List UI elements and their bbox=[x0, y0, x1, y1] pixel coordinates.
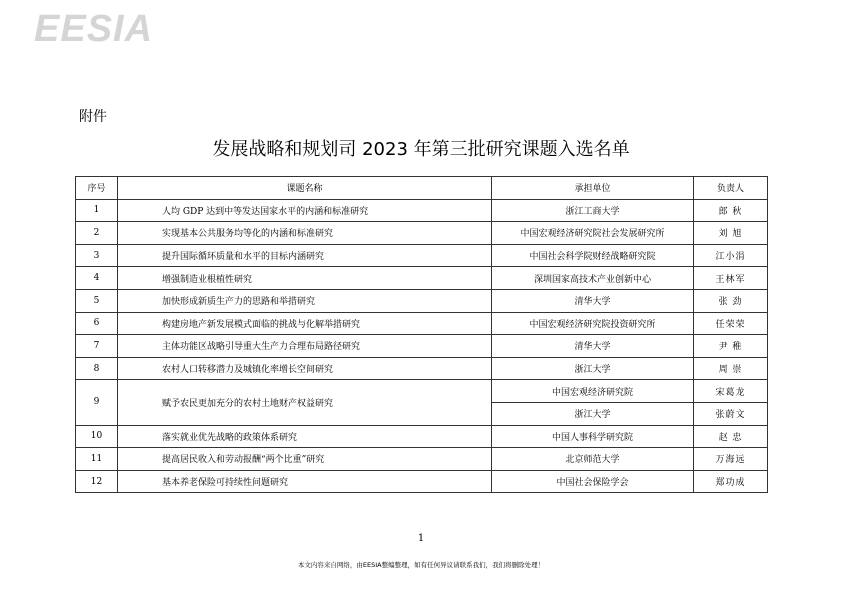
table-row bbox=[76, 448, 768, 471]
row-number: 10 bbox=[76, 425, 118, 448]
row-number: 2 bbox=[76, 222, 118, 245]
table-row bbox=[76, 357, 768, 380]
table-header-row bbox=[76, 177, 768, 200]
selection-table bbox=[75, 176, 768, 493]
table-row bbox=[76, 289, 768, 312]
row-number: 1 bbox=[76, 199, 118, 222]
row-number: 3 bbox=[76, 244, 118, 267]
table-row bbox=[76, 267, 768, 290]
responsible-person: 周 崇 bbox=[694, 357, 768, 380]
undertaking-unit: 中国宏观经济研究院投资研究所 bbox=[492, 312, 694, 335]
responsible-person: 宋葛龙 bbox=[694, 380, 768, 403]
row-number: 12 bbox=[76, 470, 118, 493]
responsible-person: 赵 忠 bbox=[694, 425, 768, 448]
document-title: 发展战略和规划司 2023 年第三批研究课题入选名单 bbox=[212, 139, 630, 160]
undertaking-unit: 中国宏观经济研究院 bbox=[492, 380, 694, 403]
responsible-person: 尹 稚 bbox=[694, 335, 768, 358]
row-number: 6 bbox=[76, 312, 118, 335]
topic-name: 加快形成新质生产力的思路和举措研究 bbox=[118, 289, 492, 312]
table-row bbox=[76, 222, 768, 245]
row-number: 5 bbox=[76, 289, 118, 312]
topic-name: 农村人口转移潜力及城镇化率增长空间研究 bbox=[118, 357, 492, 380]
topic-name: 基本养老保险可持续性问题研究 bbox=[118, 470, 492, 493]
page-number: 1 bbox=[417, 533, 425, 544]
topic-name: 实现基本公共服务均等化的内涵和标准研究 bbox=[118, 222, 492, 245]
responsible-person: 郎 秋 bbox=[694, 199, 768, 222]
table-row bbox=[76, 199, 768, 222]
topic-name: 增强制造业根植性研究 bbox=[118, 267, 492, 290]
responsible-person: 王林军 bbox=[694, 267, 768, 290]
responsible-person: 张 劲 bbox=[694, 289, 768, 312]
topic-name: 主体功能区战略引导重大生产力合理布局路径研究 bbox=[118, 335, 492, 358]
responsible-person: 刘 旭 bbox=[694, 222, 768, 245]
header-topic: 课题名称 bbox=[118, 177, 492, 200]
undertaking-unit: 深圳国家高技术产业创新中心 bbox=[492, 267, 694, 290]
undertaking-unit: 清华大学 bbox=[492, 289, 694, 312]
footer-notice: 本文内容来自网络，由EESIA整编整理，如有任何异议请联系我们，我们将删除处理！ bbox=[297, 561, 545, 569]
responsible-person: 万海远 bbox=[694, 448, 768, 471]
row-number: 8 bbox=[76, 357, 118, 380]
undertaking-unit: 中国人事科学研究院 bbox=[492, 425, 694, 448]
row-number: 11 bbox=[76, 448, 118, 471]
table-row bbox=[76, 244, 768, 267]
topic-name: 人均 GDP 达到中等发达国家水平的内涵和标准研究 bbox=[118, 199, 492, 222]
row-number: 4 bbox=[76, 267, 118, 290]
topic-name: 落实就业优先战略的政策体系研究 bbox=[118, 425, 492, 448]
header-number: 序号 bbox=[76, 177, 118, 200]
responsible-person: 郑功成 bbox=[694, 470, 768, 493]
undertaking-unit: 北京师范大学 bbox=[492, 448, 694, 471]
table-row bbox=[76, 380, 768, 403]
table-row bbox=[76, 312, 768, 335]
topic-name: 赋予农民更加充分的农村土地财产权益研究 bbox=[118, 380, 492, 425]
undertaking-unit: 浙江大学 bbox=[492, 357, 694, 380]
row-number: 9 bbox=[76, 380, 118, 425]
table-body bbox=[76, 199, 768, 493]
row-number: 7 bbox=[76, 335, 118, 358]
undertaking-unit: 清华大学 bbox=[492, 335, 694, 358]
topic-name: 提升国际循环质量和水平的目标内涵研究 bbox=[118, 244, 492, 267]
undertaking-unit: 中国社会科学院财经战略研究院 bbox=[492, 244, 694, 267]
topic-name: 构建房地产新发展模式面临的挑战与化解举措研究 bbox=[118, 312, 492, 335]
responsible-person: 江小涓 bbox=[694, 244, 768, 267]
eesia-logo: EESIA bbox=[34, 8, 154, 50]
undertaking-unit: 浙江工商大学 bbox=[492, 199, 694, 222]
header-unit: 承担单位 bbox=[492, 177, 694, 200]
undertaking-unit: 中国宏观经济研究院社会发展研究所 bbox=[492, 222, 694, 245]
undertaking-unit: 浙江大学 bbox=[492, 402, 694, 425]
table-row bbox=[76, 470, 768, 493]
header-lead: 负责人 bbox=[694, 177, 768, 200]
responsible-person: 任荣荣 bbox=[694, 312, 768, 335]
table-row bbox=[76, 425, 768, 448]
table-row bbox=[76, 335, 768, 358]
topic-name: 提高居民收入和劳动报酬“两个比重”研究 bbox=[118, 448, 492, 471]
responsible-person: 张蔚文 bbox=[694, 402, 768, 425]
undertaking-unit: 中国社会保险学会 bbox=[492, 470, 694, 493]
attachment-label: 附件 bbox=[79, 109, 107, 125]
